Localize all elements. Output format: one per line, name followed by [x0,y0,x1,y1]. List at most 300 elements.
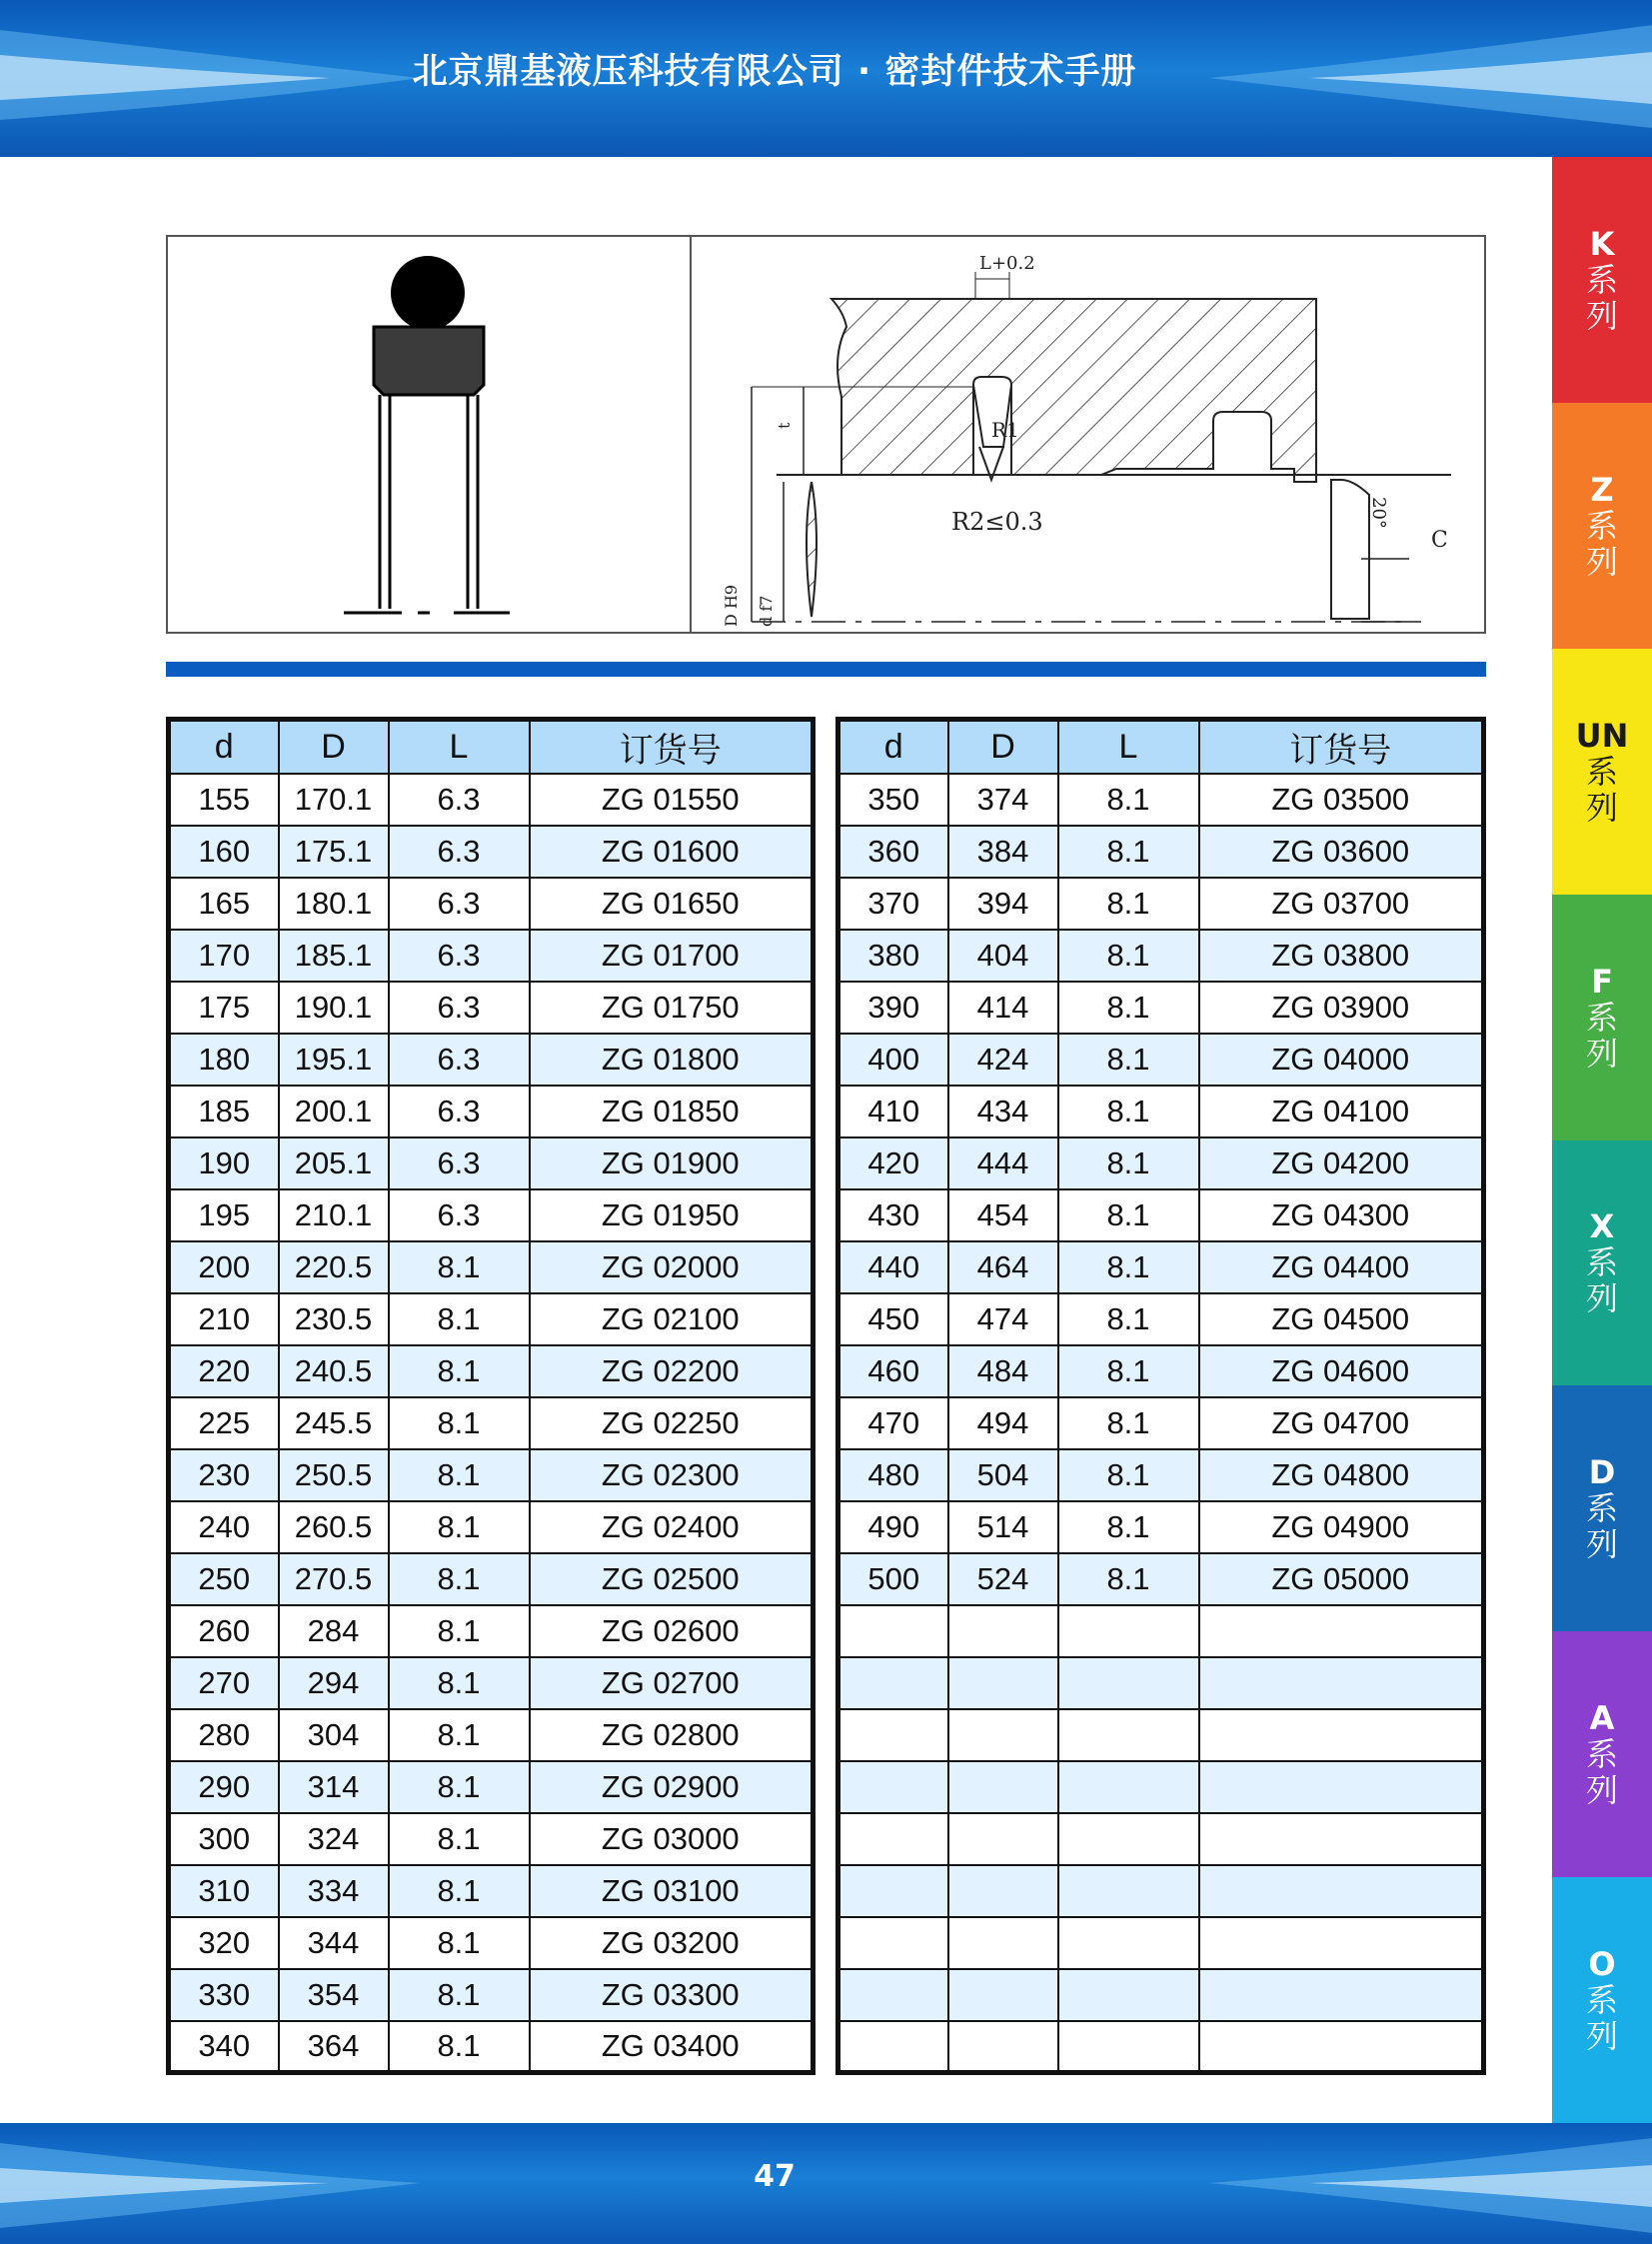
series-tab-letter: X [1589,1207,1615,1246]
series-tab-letter: D [1588,1453,1616,1492]
table-row [838,1449,1484,1501]
table-row [838,1397,1484,1449]
cell-L: 8.1 [389,1501,530,1553]
cell-L: 8.1 [389,1761,530,1813]
cell-d: 225 [169,1397,279,1449]
cell-L: 8.1 [389,1813,530,1865]
series-tab-label: 列 [1585,542,1618,581]
cell-order-no [1199,1813,1484,1865]
cell-L [1058,1761,1199,1813]
label-chamfer: C [1431,528,1448,553]
cell-D: 260.5 [279,1501,389,1553]
cell-order-no: ZG 03000 [530,1813,814,1865]
cell-D: 424 [948,1034,1058,1086]
cell-L [1058,1917,1199,1969]
cell-d: 320 [169,1917,279,1969]
cell-L: 6.3 [389,1086,530,1137]
cell-order-no: ZG 01900 [530,1137,814,1189]
cell-D: 180.1 [279,878,389,930]
cell-D: 374 [948,774,1058,826]
label-r1: R1 [991,418,1019,442]
header-title: 北京鼎基液压科技有限公司 · 密封件技术手册 [412,52,1137,92]
label-angle: 20° [1368,497,1389,529]
cell-order-no: ZG 02300 [530,1449,814,1501]
cell-order-no [1199,1969,1484,2021]
cell-d: 190 [169,1137,279,1189]
cell-L: 8.1 [1058,1345,1199,1397]
series-tab-label: 列 [1585,1771,1618,1810]
table-row [838,1293,1484,1345]
table-row [169,930,814,982]
cell-d: 220 [169,1345,279,1397]
cell-L [1058,2021,1199,2073]
cell-L [1058,1969,1199,2021]
cell-L: 8.1 [1058,1137,1199,1189]
cell-d: 390 [838,982,948,1034]
cell-order-no: ZG 03200 [530,1917,814,1969]
table-row [169,1865,814,1917]
table-row [838,1605,1484,1657]
series-tab-f[interactable] [1552,895,1652,1140]
series-tab-k[interactable] [1552,157,1652,403]
series-tab-un[interactable] [1552,649,1652,895]
cell-order-no: ZG 02900 [530,1761,814,1813]
series-tab-label: 系 [1585,506,1618,545]
cell-L: 8.1 [1058,982,1199,1034]
series-tab-label: 列 [1585,1279,1618,1318]
cell-D: 200.1 [279,1086,389,1137]
table-row [169,1761,814,1813]
table-row [169,1137,814,1189]
cell-D: 384 [948,826,1058,878]
cell-L: 8.1 [1058,1449,1199,1501]
table-row [169,1086,814,1137]
table-row [169,1605,814,1657]
page-number: 47 [754,2159,796,2194]
cell-L: 6.3 [389,1137,530,1189]
cell-order-no: ZG 04000 [1199,1034,1484,1086]
table-row [838,1241,1484,1293]
cell-d [838,2021,948,2073]
cell-D: 464 [948,1241,1058,1293]
cell-D: 394 [948,878,1058,930]
cell-D: 175.1 [279,826,389,878]
cell-D: 210.1 [279,1189,389,1241]
table-row [838,878,1484,930]
cell-d: 470 [838,1397,948,1449]
cell-D: 334 [279,1865,389,1917]
series-tab-a[interactable] [1552,1631,1652,1877]
cell-L [1058,1813,1199,1865]
cell-L: 6.3 [389,774,530,826]
cell-d [838,1917,948,1969]
cell-order-no: ZG 04700 [1199,1397,1484,1449]
cell-D: 230.5 [279,1293,389,1345]
cell-d: 340 [169,2021,279,2073]
page-header [0,0,1652,157]
cell-d: 300 [169,1813,279,1865]
seal-drawing-frame [166,235,1486,634]
table-row [169,982,814,1034]
cell-D [948,1813,1058,1865]
cell-order-no: ZG 01950 [530,1189,814,1241]
table-row [169,1501,814,1553]
table-row [838,1034,1484,1086]
cell-d: 210 [169,1293,279,1345]
table-row [169,1969,814,2021]
cell-order-no: ZG 01800 [530,1034,814,1086]
cell-order-no: ZG 03900 [1199,982,1484,1034]
series-tab-letter: Z [1590,470,1614,509]
cell-L: 8.1 [1058,1189,1199,1241]
cell-D: 434 [948,1086,1058,1137]
cell-d: 240 [169,1501,279,1553]
cell-d: 270 [169,1657,279,1709]
cell-order-no: ZG 03700 [1199,878,1484,930]
cell-order-no: ZG 01650 [530,878,814,930]
cell-order-no [1199,2021,1484,2073]
cell-order-no: ZG 03300 [530,1969,814,2021]
cell-d: 410 [838,1086,948,1137]
table-row [838,1813,1484,1865]
cell-L [1058,1657,1199,1709]
cell-D [948,1865,1058,1917]
cell-L: 8.1 [389,1865,530,1917]
cell-L: 6.3 [389,1034,530,1086]
cell-D: 195.1 [279,1034,389,1086]
cell-d: 460 [838,1345,948,1397]
cell-L: 8.1 [389,1397,530,1449]
cell-L [1058,1709,1199,1761]
cell-d: 500 [838,1553,948,1605]
cell-order-no: ZG 02100 [530,1293,814,1345]
cell-L: 8.1 [1058,930,1199,982]
col-header-D: D [279,720,389,774]
table-row [169,1813,814,1865]
cell-order-no: ZG 04300 [1199,1189,1484,1241]
cell-L: 6.3 [389,1189,530,1241]
groove-installation-drawing [692,237,1486,632]
cell-D: 474 [948,1293,1058,1345]
table-row [838,1189,1484,1241]
table-row [838,1709,1484,1761]
table-row [838,1553,1484,1605]
cell-order-no: ZG 04100 [1199,1086,1484,1137]
cell-order-no: ZG 02600 [530,1605,814,1657]
col-header-order-no: 订货号 [1199,720,1484,774]
cell-d [838,1657,948,1709]
cell-D: 344 [279,1917,389,1969]
cell-d: 350 [838,774,948,826]
cell-L: 8.1 [1058,1397,1199,1449]
cell-order-no [1199,1761,1484,1813]
cell-order-no: ZG 03800 [1199,930,1484,982]
label-groove-width: L+0.2 [979,253,1035,274]
table-row [838,774,1484,826]
col-header-L: L [389,720,530,774]
cell-D [948,2021,1058,2073]
cell-order-no: ZG 02800 [530,1709,814,1761]
cell-L: 8.1 [1058,1034,1199,1086]
cell-order-no: ZG 02250 [530,1397,814,1449]
table-row [838,826,1484,878]
cell-L: 8.1 [389,1709,530,1761]
cell-order-no: ZG 03500 [1199,774,1484,826]
cell-order-no: ZG 04500 [1199,1293,1484,1345]
table-row [838,1969,1484,2021]
table-row [169,1345,814,1397]
cell-L: 6.3 [389,878,530,930]
cell-d: 380 [838,930,948,982]
table-row [169,1709,814,1761]
cell-order-no [1199,1605,1484,1657]
cell-order-no [1199,1709,1484,1761]
series-tab-letter: F [1591,962,1613,1001]
cell-D: 205.1 [279,1137,389,1189]
table-row [169,1449,814,1501]
cell-D: 185.1 [279,930,389,982]
cell-order-no: ZG 01750 [530,982,814,1034]
cell-L: 8.1 [389,1969,530,2021]
cell-order-no [1199,1657,1484,1709]
section-divider-rule [166,662,1486,677]
cell-L: 8.1 [389,1657,530,1709]
series-tab-label: 列 [1585,296,1618,335]
cell-d: 185 [169,1086,279,1137]
table-row [169,1397,814,1449]
cell-d: 480 [838,1449,948,1501]
cell-L: 8.1 [1058,774,1199,826]
cell-d: 175 [169,982,279,1034]
series-tab-d[interactable] [1552,1385,1652,1631]
cell-d: 195 [169,1189,279,1241]
cell-d: 490 [838,1501,948,1553]
cell-D: 250.5 [279,1449,389,1501]
cell-d: 420 [838,1137,948,1189]
table-row [169,826,814,878]
cell-D: 170.1 [279,774,389,826]
cell-D: 190.1 [279,982,389,1034]
cell-D: 494 [948,1397,1058,1449]
cell-L: 8.1 [389,1345,530,1397]
table-row [169,1917,814,1969]
table-row [838,2021,1484,2073]
table-row [838,1761,1484,1813]
table-row [169,1657,814,1709]
col-header-d: d [838,720,948,774]
cell-order-no: ZG 02700 [530,1657,814,1709]
cell-order-no: ZG 02400 [530,1501,814,1553]
cell-order-no: ZG 03100 [530,1865,814,1917]
col-header-order-no: 订货号 [530,720,814,774]
cell-d: 370 [838,878,948,930]
table-row [169,2021,814,2073]
cell-order-no: ZG 01600 [530,826,814,878]
cell-d: 165 [169,878,279,930]
cell-order-no: ZG 04600 [1199,1345,1484,1397]
label-depth: t [775,422,794,429]
cell-order-no: ZG 03400 [530,2021,814,2073]
series-tab-z[interactable] [1552,403,1652,649]
table-row [169,1034,814,1086]
series-tab-label: 系 [1585,1489,1618,1528]
cell-order-no: ZG 02000 [530,1241,814,1293]
cell-D [948,1709,1058,1761]
series-tab-letter: K [1589,224,1615,263]
table-row [169,774,814,826]
table-row [838,1137,1484,1189]
cell-D [948,1761,1058,1813]
table-row [838,930,1484,982]
series-tab-x[interactable] [1552,1140,1652,1386]
cell-order-no: ZG 04800 [1199,1449,1484,1501]
cell-order-no: ZG 04200 [1199,1137,1484,1189]
cell-d [838,1605,948,1657]
cell-D: 444 [948,1137,1058,1189]
cell-D [948,1917,1058,1969]
cell-L [1058,1605,1199,1657]
cell-d: 400 [838,1034,948,1086]
series-tab-label: 列 [1585,788,1618,827]
table-row [838,1086,1484,1137]
table-row [838,1917,1484,1969]
cell-D: 304 [279,1709,389,1761]
cell-order-no: ZG 01550 [530,774,814,826]
cell-d [838,1865,948,1917]
cell-L: 8.1 [389,1293,530,1345]
cell-D: 524 [948,1553,1058,1605]
cell-D [948,1969,1058,2021]
cell-d: 200 [169,1241,279,1293]
series-tab-letter: A [1589,1699,1615,1738]
series-tab-letter: UN [1575,716,1629,755]
table-row [838,1865,1484,1917]
cell-d: 450 [838,1293,948,1345]
cell-d: 330 [169,1969,279,2021]
cell-d: 280 [169,1709,279,1761]
series-tab-label: 系 [1585,998,1618,1037]
cell-D: 484 [948,1345,1058,1397]
cell-d: 430 [838,1189,948,1241]
cell-L: 8.1 [389,1917,530,1969]
cell-d [838,1709,948,1761]
series-tab-letter: O [1588,1945,1616,1984]
cell-D: 245.5 [279,1397,389,1449]
table-row [169,1189,814,1241]
cell-d: 160 [169,826,279,878]
cell-order-no: ZG 02200 [530,1345,814,1397]
cell-order-no: ZG 04400 [1199,1241,1484,1293]
cell-D: 364 [279,2021,389,2073]
cell-L [1058,1865,1199,1917]
cell-order-no: ZG 05000 [1199,1553,1484,1605]
series-tabs [1552,157,1652,2123]
cell-d: 180 [169,1034,279,1086]
cell-D: 414 [948,982,1058,1034]
cell-d [838,1813,948,1865]
cell-D: 324 [279,1813,389,1865]
cell-order-no: ZG 01700 [530,930,814,982]
table-row [838,982,1484,1034]
cell-L: 8.1 [389,1241,530,1293]
cell-d: 310 [169,1865,279,1917]
cell-d [838,1761,948,1813]
cell-L: 6.3 [389,930,530,982]
cell-D [948,1605,1058,1657]
series-tab-label: 列 [1585,2017,1618,2056]
size-table-left [166,717,816,2075]
cell-L: 6.3 [389,826,530,878]
cell-L: 8.1 [389,1553,530,1605]
cell-L: 8.1 [1058,1501,1199,1553]
cell-d: 290 [169,1761,279,1813]
cell-D: 404 [948,930,1058,982]
label-rod-d: d f7 [757,595,776,627]
cell-d: 260 [169,1605,279,1657]
label-bore-d: D H9 [722,584,741,627]
cell-order-no: ZG 04900 [1199,1501,1484,1553]
cell-L: 6.3 [389,982,530,1034]
cell-d: 360 [838,826,948,878]
cell-d: 440 [838,1241,948,1293]
col-header-d: d [169,720,279,774]
cell-D: 284 [279,1605,389,1657]
cell-L: 8.1 [1058,1086,1199,1137]
series-tab-o[interactable] [1552,1877,1652,2123]
series-tab-label: 列 [1585,1525,1618,1564]
cell-L: 8.1 [389,1449,530,1501]
cell-order-no: ZG 02500 [530,1553,814,1605]
cell-D: 504 [948,1449,1058,1501]
cell-D: 270.5 [279,1553,389,1605]
label-r2: R2≤0.3 [951,508,1043,536]
page-footer [0,2123,1652,2244]
cell-order-no [1199,1865,1484,1917]
cell-D: 354 [279,1969,389,2021]
seal-cross-section-drawing [168,237,688,632]
series-tab-label: 系 [1585,1243,1618,1282]
cell-d: 250 [169,1553,279,1605]
table-row [169,1553,814,1605]
cell-L: 8.1 [1058,1553,1199,1605]
table-row [838,1501,1484,1553]
table-row [169,878,814,930]
cell-d: 170 [169,930,279,982]
cell-D [948,1657,1058,1709]
cell-d: 230 [169,1449,279,1501]
cell-D: 240.5 [279,1345,389,1397]
table-row [838,1345,1484,1397]
cell-order-no [1199,1917,1484,1969]
cell-D: 294 [279,1657,389,1709]
cell-L: 8.1 [389,1605,530,1657]
col-header-D: D [948,720,1058,774]
cell-L: 8.1 [1058,826,1199,878]
cell-d [838,1969,948,2021]
cell-L: 8.1 [389,2021,530,2073]
cell-D: 454 [948,1189,1058,1241]
cell-D: 514 [948,1501,1058,1553]
table-row [169,1241,814,1293]
cell-D: 220.5 [279,1241,389,1293]
size-table-right [835,717,1486,2075]
cell-order-no: ZG 01850 [530,1086,814,1137]
series-tab-label: 系 [1585,1735,1618,1774]
cell-D: 314 [279,1761,389,1813]
series-tab-label: 系 [1585,752,1618,791]
cell-L: 8.1 [1058,1293,1199,1345]
cell-d: 155 [169,774,279,826]
